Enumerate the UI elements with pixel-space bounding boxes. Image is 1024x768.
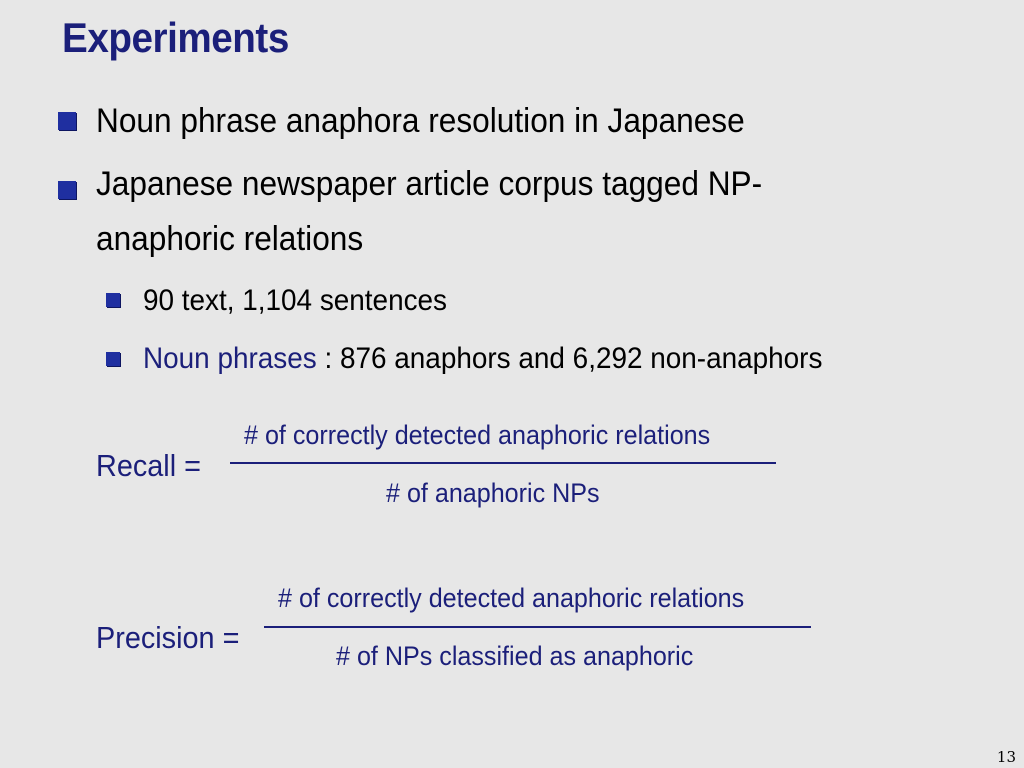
recall-label: Recall = [96,448,201,483]
bullet-text: Noun phrase anaphora resolution in Japanese [96,102,745,140]
sub-bullet-text [143,339,822,379]
recall-fraction-bar [230,462,776,464]
recall-denominator: # of anaphoric NPs [386,478,600,508]
precision-numerator: # of correctly detected anaphoric relations [278,583,745,613]
precision-denominator: # of NPs classified as anaphoric [336,641,694,671]
precision-fraction-bar [264,626,811,628]
sub-bullet-rest: : 876 anaphors and 6,292 non-anaphors [316,342,823,375]
square-bullet-icon [106,352,120,366]
square-bullet-icon [58,181,76,199]
square-bullet-icon [58,112,76,130]
sub-bullet-text: 90 text, 1,104 sentences [143,284,448,317]
page-number: 13 [996,748,1016,766]
bullet-text-line-1: Japanese newspaper article corpus tagged NP- [96,165,763,203]
square-bullet-icon [106,293,120,307]
highlight-term: Noun phrases [143,342,317,375]
slide-title: Experiments [62,14,289,61]
bullet-text-line-2: anaphoric relations [96,220,364,258]
precision-label: Precision = [96,620,240,655]
recall-numerator: # of correctly detected anaphoric relations [244,420,711,450]
